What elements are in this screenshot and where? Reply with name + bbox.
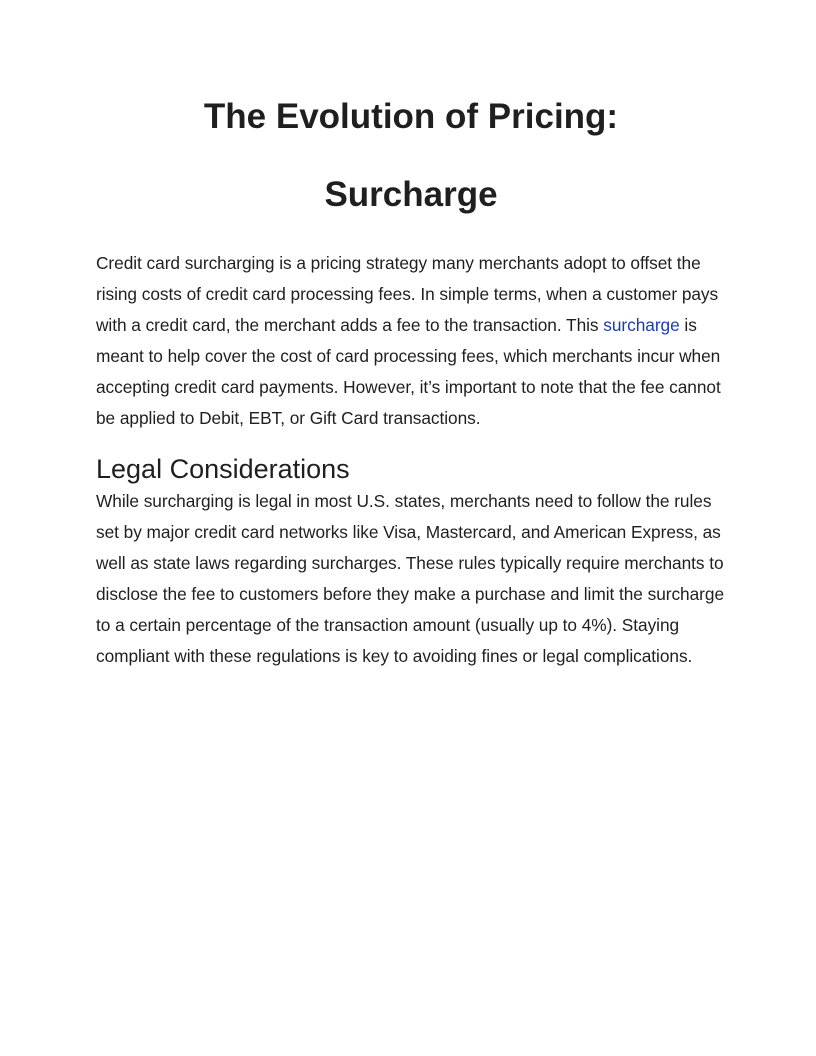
page-title-line-2: Surcharge xyxy=(324,175,498,214)
legal-paragraph: While surcharging is legal in most U.S. states, merchants need to follow the rules set by major credit card networks like Visa, Mastercard, and American Express, as well as state laws regarding surcharges. These rules typically require merchants to disclose the fee to customers before they make a purchase and limit the surcharge to a certain percentage of the transaction amount (usually up to 4%). Staying compliant with these regulations is key to avoiding fines or legal complications. xyxy=(96,491,725,666)
page-title-line-1: The Evolution of Pricing: xyxy=(203,97,619,136)
intro-text-after-link: is meant to help cover the cost of card processing fees, which merchants incur when accepting credit card payments. However, it’s important to note that the fee cannot be applied to Debit, EBT, or Gift Card transactions. xyxy=(96,315,721,428)
document-page xyxy=(96,0,726,672)
legal-considerations-heading: Legal Considerations xyxy=(96,454,350,484)
intro-text-before-link: Credit card surcharging is a pricing strategy many merchants adopt to offset the rising costs of credit card processing fees. In simple terms, when a customer pays with a credit card, the merchant adds a fee to the transaction. This xyxy=(96,253,719,335)
intro-paragraph xyxy=(96,248,726,434)
surcharge-link[interactable]: surcharge xyxy=(603,315,680,335)
